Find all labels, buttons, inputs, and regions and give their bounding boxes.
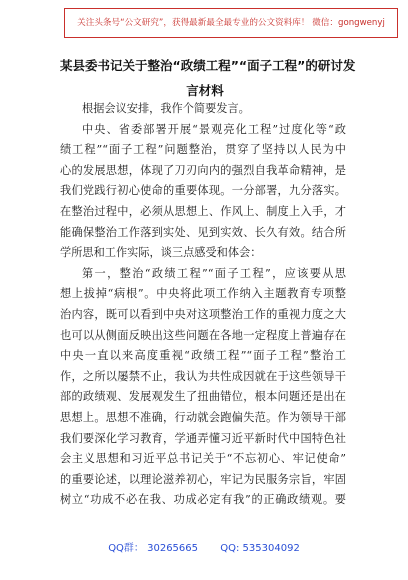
body-line: 也可以从侧面反映出这些问题在各地一定程度上普遍存在 [60, 328, 346, 342]
document-body [60, 99, 346, 511]
body-line: 中央、省委部署开展“景观亮化工程”过度化等“政 [82, 122, 346, 136]
body-line: 第一，整治“政绩工程”“面子工程”，应该要从思 [82, 266, 346, 280]
body-line: 学所思和工作实际，谈三点感受和体会： [60, 246, 262, 260]
body-line: 树立“功成不必在我、功成必定有我”的正确政绩观。要 [60, 493, 346, 507]
body-line: 思想上。思想不准确，行动就会跑偏失范。作为领导干部 [60, 410, 346, 424]
body-line: 部的政绩观、发展观发生了扭曲错位，根本问题还是出在 [60, 390, 346, 404]
document-title-line-1: 某县委书记关于整治“政绩工程”“面子工程”的研讨发 [60, 58, 356, 73]
body-line: 的重要论述，以理论滋养初心，牢记为民服务宗旨，牢固 [60, 472, 346, 486]
body-line: 我们党践行初心使命的重要体现。一分部署，九分落实。 [60, 184, 346, 198]
body-line: 能确保整治工作落到实处、见到实效、长久有效。结合所 [60, 225, 346, 239]
body-line: 作，之所以屡禁不止，我认为共性成因就在于这些领导干 [60, 369, 346, 383]
body-line: 在整治过程中，必须从思想上、作风上、制度上入手，才 [60, 204, 346, 218]
body-line: 绩工程”“面子工程”问题整治，贯穿了坚持以人民为中 [60, 143, 346, 157]
body-line: 中央一直以来高度重视“政绩工程”“面子工程”整治工 [60, 349, 346, 363]
contact-footer: QQ群： 30265665 QQ: 535304092 [108, 543, 300, 554]
body-line: 心的发展思想，体现了刀刃向内的强烈自我革命精神，是 [60, 163, 346, 177]
document-title-line-2: 言材料 [186, 83, 224, 98]
promo-banner: 关注头条号“公文研究”，获得最新最全最专业的公文资料库！ 微信：gongwenyj [64, 8, 398, 38]
body-line: 会主义思想和习近平总书记关于“不忘初心、牢记使命” [60, 452, 346, 466]
body-line: 根据会议安排，我作个简要发言。 [82, 102, 250, 115]
body-line: 治内容，既可以看到中央对这项整治工作的重视力度之大 [60, 307, 346, 321]
body-line: 我们要深化学习教育，学通弄懂习近平新时代中国特色社 [60, 431, 346, 445]
body-line: 想上拔掉“病根”。中央将此项工作纳入主题教育专项整 [60, 287, 346, 301]
